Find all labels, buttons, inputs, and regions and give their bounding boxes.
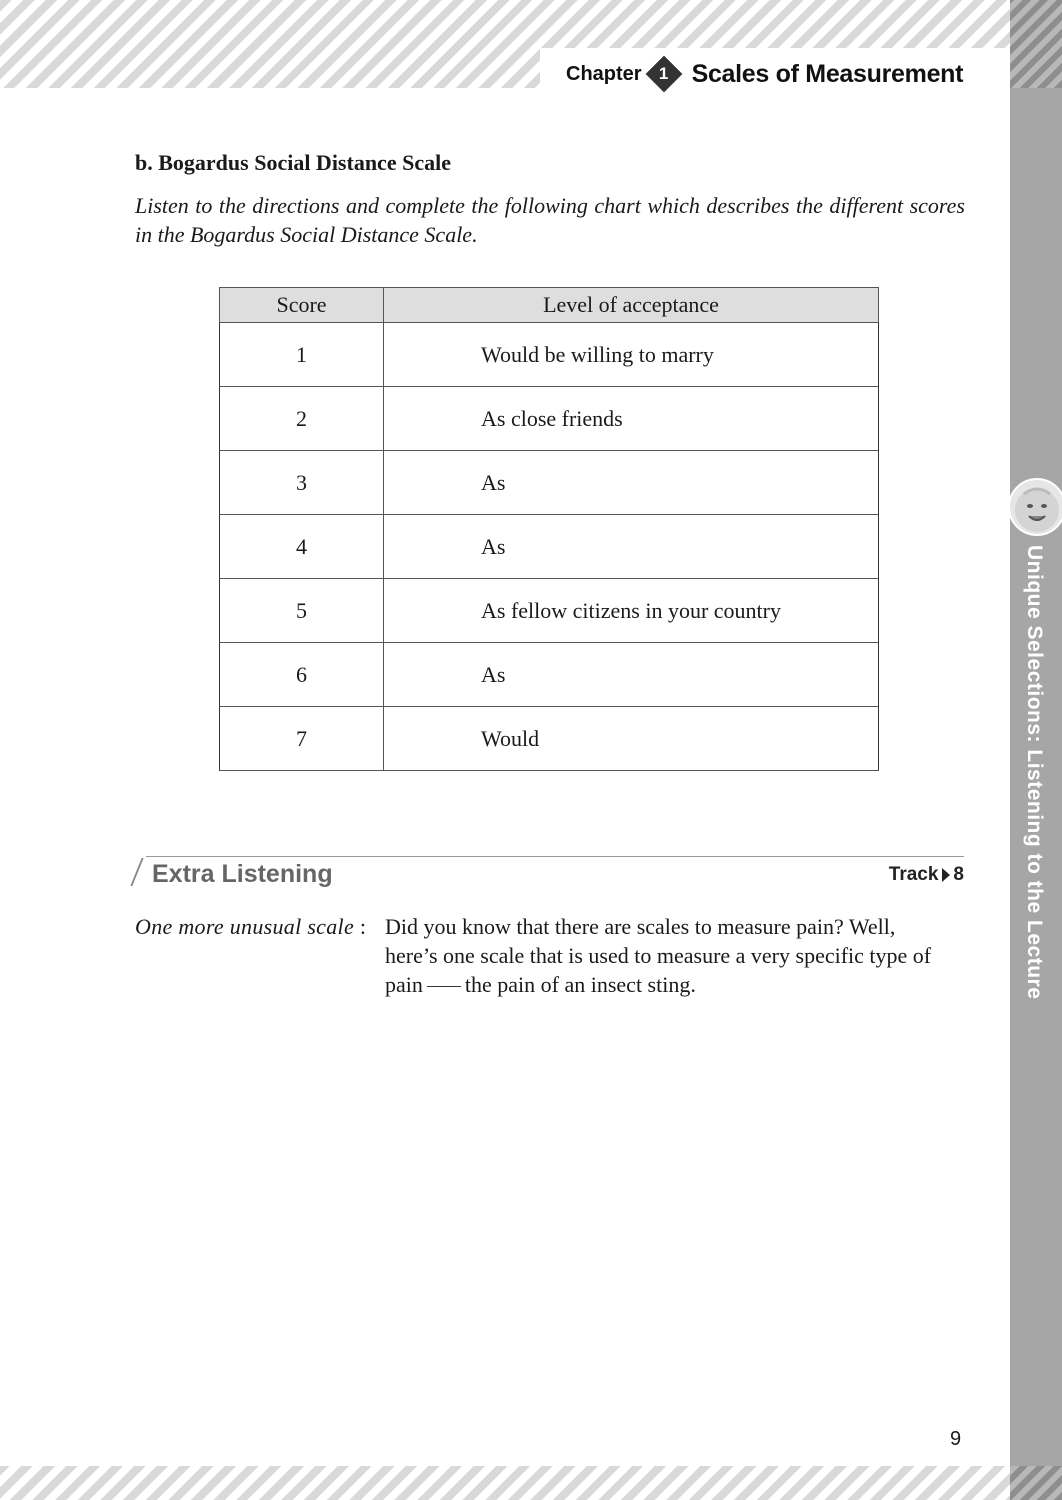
level-cell: As [384, 451, 879, 515]
extra-listening-lead: One more unusual scale : [135, 914, 367, 939]
track-number: 8 [953, 864, 964, 885]
extra-listening-body [135, 912, 965, 999]
chapter-number-badge [644, 54, 684, 94]
footer-stripe-band [0, 1466, 1062, 1500]
track-indicator [889, 864, 964, 886]
extra-listening-slash [130, 858, 143, 886]
side-tab-title: Unique Selections: Listening to the Lecture [1023, 545, 1046, 1000]
section-heading: b. Bogardus Social Distance Scale [135, 150, 451, 175]
instructions-text: Listen to the directions and complete the following chart which describes the different scores in the Bogardus Social Distance Scale. [135, 193, 965, 247]
table-row [220, 387, 879, 451]
level-cell: As [384, 515, 879, 579]
extra-listening-rule [146, 856, 964, 857]
chapter-number: 1 [658, 64, 669, 83]
table-row [220, 707, 879, 771]
column-header-score: Score [220, 288, 384, 323]
score-cell: 2 [220, 387, 384, 451]
extra-listening-line-3: pain the pain of an insect sting. [385, 972, 696, 997]
bogardus-scale-table [219, 287, 879, 771]
extra-listening-line-1: Did you know that there are scales to measure pain? Well, [385, 914, 896, 939]
chapter-header [566, 54, 963, 94]
level-cell: As close friends [384, 387, 879, 451]
play-icon [942, 868, 950, 882]
page-number: 9 [950, 1428, 962, 1450]
extra-listening-title: Extra Listening [152, 860, 333, 888]
table-row [220, 451, 879, 515]
table-row [220, 579, 879, 643]
score-cell: 5 [220, 579, 384, 643]
score-cell: 3 [220, 451, 384, 515]
score-cell: 7 [220, 707, 384, 771]
column-header-level: Level of acceptance [384, 288, 879, 323]
level-cell: Would be willing to marry [384, 323, 879, 387]
chapter-title: Scales of Measurement [691, 59, 964, 88]
chapter-label: Chapter [566, 62, 642, 85]
table-row [220, 515, 879, 579]
side-tab-bottom-pattern [1010, 1466, 1062, 1500]
em-dash [427, 986, 461, 987]
table-header-row [220, 288, 879, 323]
track-label: Track [888, 864, 939, 885]
level-cell: As fellow citizens in your country [384, 579, 879, 643]
side-tab-top-pattern [1010, 0, 1062, 88]
extra-listening-line-2: here’s one scale that is used to measure a very specific type of [385, 943, 932, 968]
score-cell: 4 [220, 515, 384, 579]
baby-photo-icon [1008, 478, 1062, 536]
level-cell: As [384, 643, 879, 707]
score-cell: 6 [220, 643, 384, 707]
table-row [220, 643, 879, 707]
score-cell: 1 [220, 323, 384, 387]
table-row [220, 323, 879, 387]
level-cell: Would [384, 707, 879, 771]
